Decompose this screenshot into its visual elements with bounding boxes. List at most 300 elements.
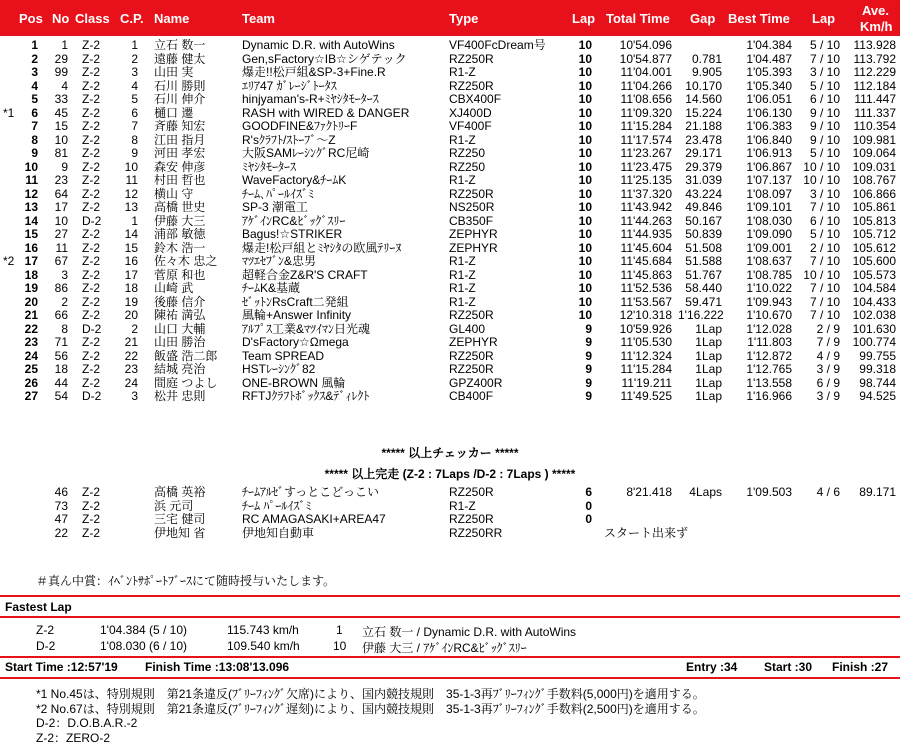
dnf-row	[0, 527, 900, 541]
class-position: 13	[122, 201, 138, 215]
best-time: 1'09.943	[732, 296, 792, 310]
laps: 10	[570, 53, 592, 67]
average-speed: 110.354	[844, 120, 896, 134]
rider-name: 飯盛 浩二郎	[154, 350, 217, 364]
team-name: D'sFactory☆Ωmega	[242, 336, 349, 350]
total-time: 11'08.656	[604, 93, 672, 107]
average-speed: 105.712	[844, 228, 896, 242]
rider-name: 樋口 遷	[154, 107, 193, 121]
car-number: 54	[48, 390, 68, 404]
best-time: 1'08.785	[732, 269, 792, 283]
class-position: 9	[122, 147, 138, 161]
best-lap: 9 / 10	[798, 107, 840, 121]
machine-type: NS250R	[449, 201, 494, 215]
machine-type: RZ250	[449, 161, 485, 175]
rider-name: 山口 大輔	[154, 323, 205, 337]
laps: 9	[570, 363, 592, 377]
best-time: 1'06.051	[732, 93, 792, 107]
best-time: 1'05.393	[732, 66, 792, 80]
position: 9	[20, 147, 38, 161]
best-time: 1'10.022	[732, 282, 792, 296]
position: 8	[20, 134, 38, 148]
result-row	[0, 309, 900, 323]
team-name: Gen,sFactory☆IB☆シゲテック	[242, 53, 407, 67]
total-time: 11'45.684	[604, 255, 672, 269]
car-number: 9	[48, 161, 68, 175]
laps: 0	[570, 513, 592, 527]
fl-time: 1'08.030 (6 / 10)	[100, 639, 187, 653]
car-number: 10	[48, 215, 68, 229]
average-speed: 113.928	[844, 39, 896, 53]
header-no: No	[52, 11, 69, 26]
class: Z-2	[82, 255, 100, 269]
total-time: 8'21.418	[604, 486, 672, 500]
machine-type: CBX400F	[449, 93, 501, 107]
class: Z-2	[82, 93, 100, 107]
laps: 10	[570, 147, 592, 161]
position: 4	[20, 80, 38, 94]
class: Z-2	[82, 201, 100, 215]
machine-type: RZ250R	[449, 363, 494, 377]
position: 15	[20, 228, 38, 242]
average-speed: 105.813	[844, 215, 896, 229]
gap: 1Lap	[678, 350, 722, 364]
result-row	[0, 336, 900, 350]
best-lap: 6 / 9	[798, 377, 840, 391]
class-position: 23	[122, 363, 138, 377]
position: 16	[20, 242, 38, 256]
car-number: 23	[48, 174, 68, 188]
machine-type: R1-Z	[449, 500, 476, 514]
car-number: 66	[48, 309, 68, 323]
gap: 1'16.222	[678, 309, 722, 323]
average-speed: 113.792	[844, 53, 896, 67]
result-row	[0, 66, 900, 80]
class-position: 1	[122, 215, 138, 229]
rider-name: 山田 実	[154, 66, 193, 80]
header-type: Type	[449, 11, 478, 26]
class: Z-2	[82, 282, 100, 296]
average-speed: 111.447	[844, 93, 896, 107]
total-time: 11'52.536	[604, 282, 672, 296]
best-lap: 7 / 10	[798, 309, 840, 323]
best-lap: 7 / 9	[798, 336, 840, 350]
header-kmh: Km/h	[860, 19, 893, 34]
note-line: Z-2：ZERO-2	[36, 731, 705, 745]
class: Z-2	[82, 174, 100, 188]
total-time: スタート出来ず	[604, 527, 672, 541]
car-number: 45	[48, 107, 68, 121]
result-row	[0, 228, 900, 242]
class-position: 7	[122, 120, 138, 134]
car-number: 46	[48, 486, 68, 500]
header-class: Class	[75, 11, 110, 26]
laps: 9	[570, 377, 592, 391]
position: 12	[20, 188, 38, 202]
gap: 9.905	[678, 66, 722, 80]
total-time: 11'19.211	[604, 377, 672, 391]
class: Z-2	[82, 66, 100, 80]
header-lap: Lap	[572, 11, 595, 26]
finish-line: ***** 以上完走 (Z-2 : 7Laps /D-2 : 7Laps ) *****	[0, 465, 900, 482]
laps: 10	[570, 242, 592, 256]
class: Z-2	[82, 486, 100, 500]
best-time: 1'07.137	[732, 174, 792, 188]
car-number: 27	[48, 228, 68, 242]
best-lap: 4 / 6	[798, 486, 840, 500]
team-name: 大阪SAMﾚｰｼﾝｸﾞRC尼崎	[242, 147, 369, 161]
best-time: 1'10.670	[732, 309, 792, 323]
rider-name: 鈴木 浩一	[154, 242, 205, 256]
best-time: 1'04.384	[732, 39, 792, 53]
class: D-2	[82, 323, 101, 337]
laps: 10	[570, 309, 592, 323]
result-row	[0, 188, 900, 202]
class: Z-2	[82, 377, 100, 391]
team-name: Bagus!☆STRIKER	[242, 228, 342, 242]
result-row	[0, 80, 900, 94]
total-time: 11'37.320	[604, 188, 672, 202]
class: Z-2	[82, 134, 100, 148]
best-lap: 7 / 10	[798, 282, 840, 296]
machine-type: RZ250R	[449, 486, 494, 500]
dnf-table	[0, 486, 900, 540]
rider-name: 石川 勝則	[154, 80, 205, 94]
best-lap: 7 / 10	[798, 255, 840, 269]
gap: 15.224	[678, 107, 722, 121]
result-row	[0, 323, 900, 337]
result-row	[0, 269, 900, 283]
average-speed: 99.755	[844, 350, 896, 364]
class: Z-2	[82, 161, 100, 175]
rider-name: 横山 守	[154, 188, 193, 202]
team-name: 爆走!!松戸組&SP-3+Fine.R	[242, 66, 386, 80]
total-time: 11'45.604	[604, 242, 672, 256]
best-lap: 2 / 9	[798, 323, 840, 337]
best-lap: 5 / 10	[798, 147, 840, 161]
average-speed: 102.038	[844, 309, 896, 323]
notes	[36, 687, 705, 745]
car-number: 8	[48, 323, 68, 337]
machine-type: CB350F	[449, 215, 493, 229]
average-speed: 105.612	[844, 242, 896, 256]
car-number: 47	[48, 513, 68, 527]
team-name: ｱｹﾞｲﾝRC&ﾋﾞｯｸﾞｽﾘｰ	[242, 215, 345, 229]
class-position: 17	[122, 269, 138, 283]
header-ave: Ave.	[862, 3, 889, 18]
total-time: 11'45.863	[604, 269, 672, 283]
class-position: 19	[122, 296, 138, 310]
team-name: ｾﾞｯﾄﾝRsCraft二発組	[242, 296, 349, 310]
rider-name: 三宅 健司	[154, 513, 205, 527]
team-name: hinjyaman's-R+ﾐﾔｼﾀﾓｰﾀｰｽ	[242, 93, 379, 107]
laps: 10	[570, 80, 592, 94]
best-lap: 3 / 10	[798, 66, 840, 80]
car-number: 64	[48, 188, 68, 202]
laps: 10	[570, 134, 592, 148]
class-position: 20	[122, 309, 138, 323]
fl-class: Z-2	[36, 623, 54, 637]
team-name: RC AMAGASAKI+AREA47	[242, 513, 386, 527]
rider-name: 高橋 英裕	[154, 486, 205, 500]
rider-name: 伊藤 大三	[154, 215, 205, 229]
rider-name: 遠藤 健太	[154, 53, 205, 67]
best-time: 1'13.558	[732, 377, 792, 391]
laps: 10	[570, 39, 592, 53]
car-number: 73	[48, 500, 68, 514]
class: Z-2	[82, 500, 100, 514]
machine-type: R1-Z	[449, 174, 476, 188]
dnf-row	[0, 513, 900, 527]
result-row	[0, 147, 900, 161]
team-name: ﾐﾔｼﾀﾓｰﾀｰｽ	[242, 161, 296, 175]
laps: 10	[570, 161, 592, 175]
team-name: WaveFactory&ﾁｰﾑK	[242, 174, 346, 188]
team-name: Team SPREAD	[242, 350, 324, 364]
gap: 21.188	[678, 120, 722, 134]
gap: 1Lap	[678, 363, 722, 377]
machine-type: RZ250R	[449, 188, 494, 202]
car-number: 11	[48, 242, 68, 256]
average-speed: 109.064	[844, 147, 896, 161]
best-time: 1'05.340	[732, 80, 792, 94]
class-position: 15	[122, 242, 138, 256]
total-time: 11'15.284	[604, 120, 672, 134]
laps: 10	[570, 282, 592, 296]
note-line: *2 No.67は、特別規則 第21条違反(ﾌﾞﾘｰﾌｨﾝｸﾞ遅刻)により、国内競技規則 35-1-3再ﾌﾞﾘｰﾌｨﾝｸﾞ手数料(2,500円)を適用する。	[36, 702, 705, 717]
car-number: 56	[48, 350, 68, 364]
gap: 49.846	[678, 201, 722, 215]
gap: 51.588	[678, 255, 722, 269]
class-position: 12	[122, 188, 138, 202]
average-speed: 99.318	[844, 363, 896, 377]
machine-type: VF400FcDream号	[449, 39, 546, 53]
machine-type: ZEPHYR	[449, 336, 498, 350]
average-speed: 94.525	[844, 390, 896, 404]
average-speed: 104.433	[844, 296, 896, 310]
team-name: RFTJｸﾗﾌﾄﾎﾞｯｸｽ&ﾃﾞｨﾚｸﾄ	[242, 390, 369, 404]
position: 5	[20, 93, 38, 107]
fl-driver: 立石 数一 / Dynamic D.R. with AutoWins	[362, 623, 576, 640]
team-name: SP-3 潮電工	[242, 201, 308, 215]
gap: 50.839	[678, 228, 722, 242]
finish-time: Finish Time :13:08'13.096	[145, 660, 289, 674]
rider-name: 斉藤 知宏	[154, 120, 205, 134]
average-speed: 111.337	[844, 107, 896, 121]
gap: 43.224	[678, 188, 722, 202]
machine-type: ZEPHYR	[449, 242, 498, 256]
best-time: 1'08.030	[732, 215, 792, 229]
penalty-note: *2	[3, 255, 14, 269]
car-number: 15	[48, 120, 68, 134]
team-name: Dynamic D.R. with AutoWins	[242, 39, 395, 53]
laps: 10	[570, 215, 592, 229]
total-time: 11'44.263	[604, 215, 672, 229]
fastest-lap-title: Fastest Lap	[5, 600, 72, 614]
rider-name: 松井 忠則	[154, 390, 205, 404]
best-time: 1'16.966	[732, 390, 792, 404]
team-name: ONE-BROWN 風輪	[242, 377, 345, 391]
car-number: 1	[48, 39, 68, 53]
team-name: HSTﾚｰｼﾝｸﾞ82	[242, 363, 315, 377]
results-header	[0, 0, 900, 36]
total-time: 11'17.574	[604, 134, 672, 148]
gap: 51.767	[678, 269, 722, 283]
position: 2	[20, 53, 38, 67]
result-row	[0, 282, 900, 296]
team-name: R'sｸﾗﾌﾄ/ｽﾄｰﾌﾞ～Z	[242, 134, 336, 148]
machine-type: CB400F	[449, 390, 493, 404]
laps: 10	[570, 269, 592, 283]
best-time: 1'09.503	[732, 486, 792, 500]
laps: 10	[570, 188, 592, 202]
total-time: 11'53.567	[604, 296, 672, 310]
fl-no: 10	[333, 639, 346, 653]
dnf-row	[0, 500, 900, 514]
result-row	[0, 39, 900, 53]
average-speed: 106.866	[844, 188, 896, 202]
rider-name: 山崎 武	[154, 282, 193, 296]
laps: 10	[570, 107, 592, 121]
car-number: 67	[48, 255, 68, 269]
note-line: D-2：D.O.B.A.R.-2	[36, 716, 705, 731]
laps: 9	[570, 336, 592, 350]
class-position: 8	[122, 134, 138, 148]
position: 20	[20, 296, 38, 310]
best-lap: 9 / 10	[798, 120, 840, 134]
car-number: 22	[48, 527, 68, 541]
result-row	[0, 161, 900, 175]
position: 7	[20, 120, 38, 134]
position: 10	[20, 161, 38, 175]
rider-name: 村田 哲也	[154, 174, 205, 188]
note-line: *1 No.45は、特別規則 第21条違反(ﾌﾞﾘｰﾌｨﾝｸﾞ欠席)により、国内競技規則 35-1-3再ﾌﾞﾘｰﾌｨﾝｸﾞ手数料(5,000円)を適用する。	[36, 687, 705, 702]
fl-no: 1	[336, 623, 343, 637]
best-lap: 2 / 10	[798, 242, 840, 256]
car-number: 3	[48, 269, 68, 283]
fastest-lap-row	[0, 623, 900, 637]
result-row	[0, 201, 900, 215]
header-best-lap: Lap	[812, 11, 835, 26]
car-number: 17	[48, 201, 68, 215]
position: 17	[20, 255, 38, 269]
machine-type: R1-Z	[449, 66, 476, 80]
team-name: ｱﾙﾌﾟｽ工業&ﾏﾂｲﾏﾝ日光魂	[242, 323, 370, 337]
header-name: Name	[154, 11, 189, 26]
header-cp: C.P.	[120, 11, 144, 26]
class-position: 24	[122, 377, 138, 391]
best-time: 1'08.097	[732, 188, 792, 202]
laps: 10	[570, 201, 592, 215]
gap: 29.379	[678, 161, 722, 175]
rider-name: 江田 指月	[154, 134, 205, 148]
laps: 10	[570, 66, 592, 80]
position: 6	[20, 107, 38, 121]
fl-speed: 115.743 km/h	[227, 623, 299, 637]
divider-fastest	[0, 616, 900, 618]
fl-driver: 伊藤 大三 / ｱｹﾞｲﾝRC&ﾋﾞｯｸﾞｽﾘｰ	[362, 639, 527, 656]
class-position: 14	[122, 228, 138, 242]
best-lap: 7 / 10	[798, 53, 840, 67]
average-speed: 105.861	[844, 201, 896, 215]
laps: 6	[570, 486, 592, 500]
class-position: 21	[122, 336, 138, 350]
best-time: 1'06.867	[732, 161, 792, 175]
class: Z-2	[82, 53, 100, 67]
car-number: 18	[48, 363, 68, 377]
machine-type: RZ250RR	[449, 527, 502, 541]
car-number: 10	[48, 134, 68, 148]
header-team: Team	[242, 11, 275, 26]
team-name: RASH with WIRED & DANGER	[242, 107, 409, 121]
car-number: 81	[48, 147, 68, 161]
rider-name: 浦部 敏徳	[154, 228, 205, 242]
rider-name: 伊地知 省	[154, 527, 205, 541]
result-row	[0, 255, 900, 269]
best-lap: 5 / 10	[798, 39, 840, 53]
result-row	[0, 390, 900, 404]
best-time: 1'12.765	[732, 363, 792, 377]
class-position: 11	[122, 174, 138, 188]
best-lap: 3 / 9	[798, 390, 840, 404]
position: 26	[20, 377, 38, 391]
best-time: 1'04.487	[732, 53, 792, 67]
best-lap: 3 / 9	[798, 363, 840, 377]
team-name: ﾏﾂｴｾﾌﾞﾝ&忠男	[242, 255, 316, 269]
class: Z-2	[82, 80, 100, 94]
header-gap: Gap	[690, 11, 715, 26]
gap: 29.171	[678, 147, 722, 161]
best-lap: 9 / 10	[798, 134, 840, 148]
class-position: 16	[122, 255, 138, 269]
average-speed: 108.767	[844, 174, 896, 188]
total-time: 11'09.320	[604, 107, 672, 121]
gap: 59.471	[678, 296, 722, 310]
rider-name: 高橋 世史	[154, 201, 205, 215]
class: Z-2	[82, 350, 100, 364]
laps: 10	[570, 93, 592, 107]
car-number: 2	[48, 296, 68, 310]
rider-name: 陳祐 満弘	[154, 309, 205, 323]
class-position: 22	[122, 350, 138, 364]
average-speed: 112.184	[844, 80, 896, 94]
team-name: ﾁｰﾑK&基蔵	[242, 282, 300, 296]
position: 22	[20, 323, 38, 337]
best-lap: 10 / 10	[798, 269, 840, 283]
gap: 51.508	[678, 242, 722, 256]
start-count: Start :30	[764, 660, 812, 674]
gap: 58.440	[678, 282, 722, 296]
class: Z-2	[82, 228, 100, 242]
class-position: 10	[122, 161, 138, 175]
total-time: 11'25.135	[604, 174, 672, 188]
gap: 0.781	[678, 53, 722, 67]
total-time: 11'12.324	[604, 350, 672, 364]
average-speed: 101.630	[844, 323, 896, 337]
machine-type: GPZ400R	[449, 377, 502, 391]
machine-type: RZ250	[449, 147, 485, 161]
best-lap: 6 / 10	[798, 215, 840, 229]
result-row	[0, 107, 900, 121]
best-time: 1'09.101	[732, 201, 792, 215]
rider-name: 後藤 信介	[154, 296, 205, 310]
laps: 0	[570, 500, 592, 514]
laps: 9	[570, 323, 592, 337]
average-speed: 100.774	[844, 336, 896, 350]
checker-line: ***** 以上チェッカー *****	[0, 444, 900, 461]
total-time: 11'43.942	[604, 201, 672, 215]
best-lap: 10 / 10	[798, 174, 840, 188]
